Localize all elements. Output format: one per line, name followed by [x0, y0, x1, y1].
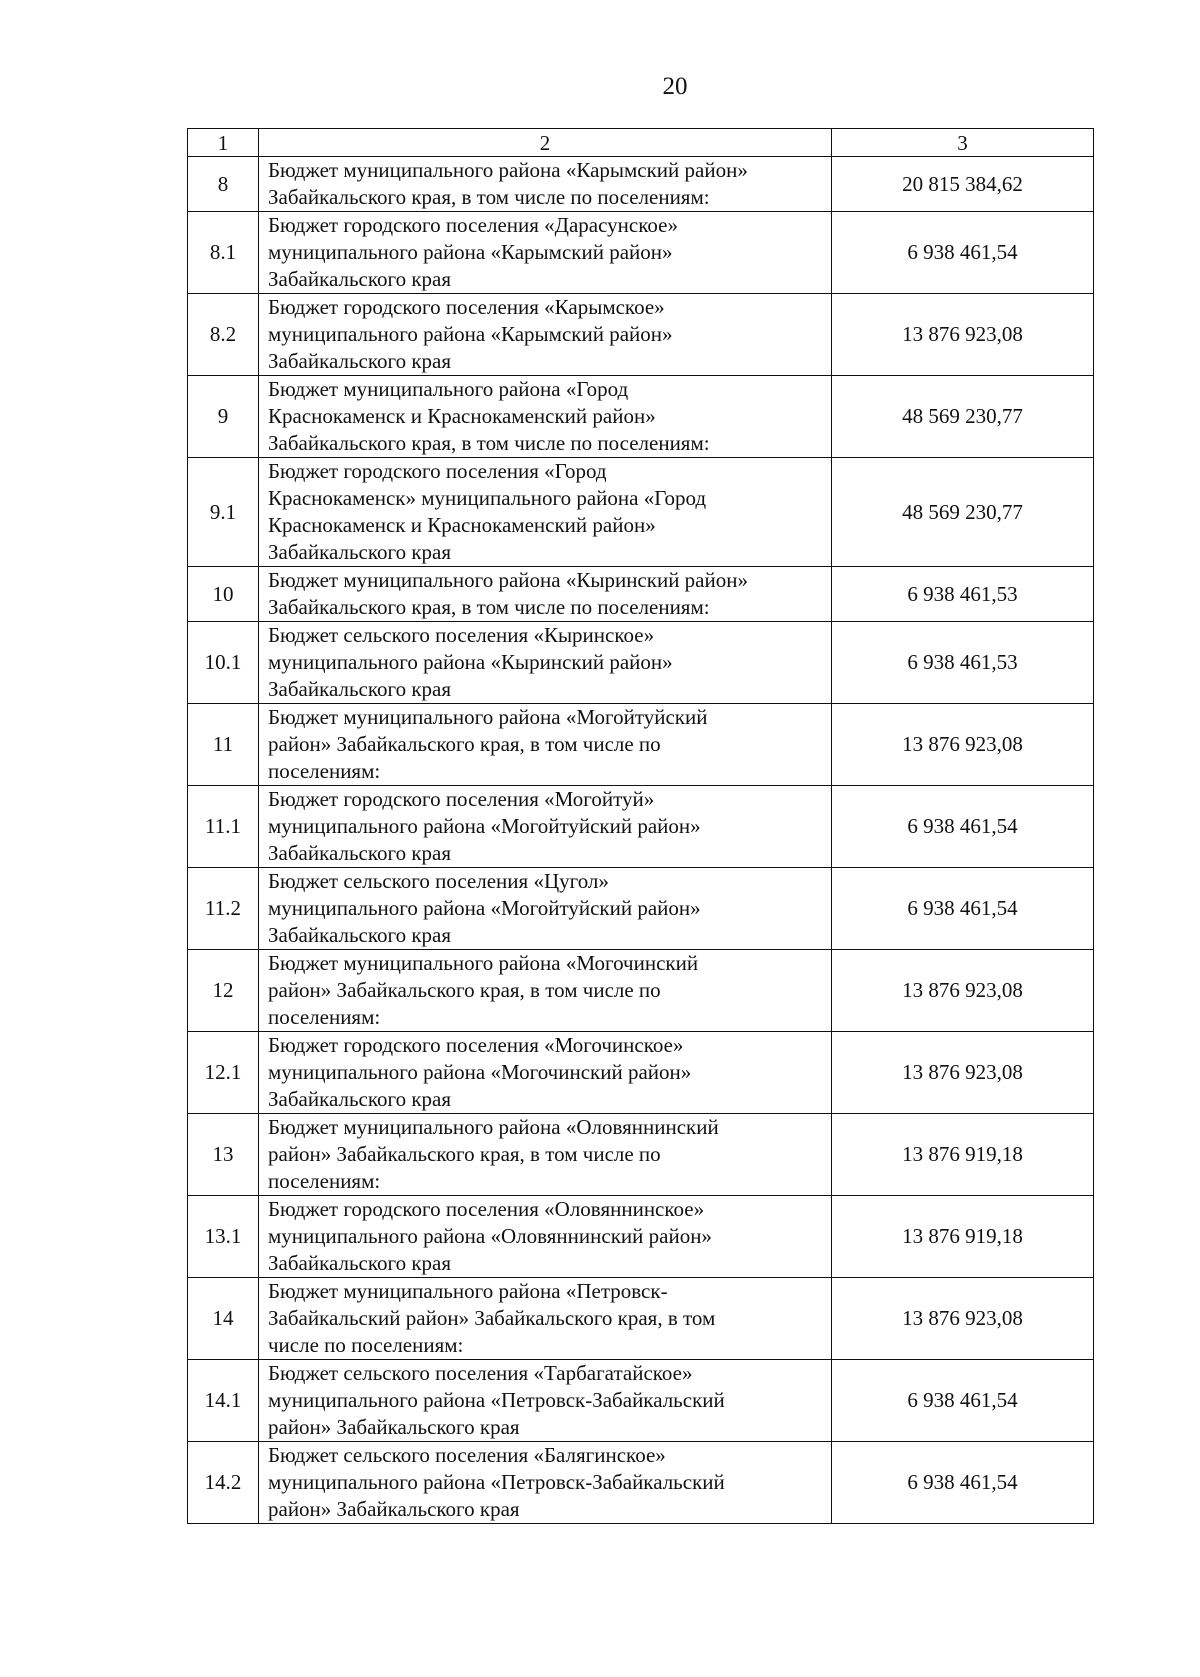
table-row	[188, 786, 1094, 868]
row-number-cell: 12	[188, 950, 259, 1032]
budget-name-line: муниципального района «Могочинский район»	[268, 1060, 692, 1084]
budget-name-cell	[259, 567, 832, 622]
row-number-cell: 8	[188, 157, 259, 212]
budget-allocation-table	[187, 128, 1094, 1524]
row-number-cell: 13	[188, 1114, 259, 1196]
row-number-cell: 10	[188, 567, 259, 622]
budget-name-line: Бюджет муниципального района «Петровск-	[268, 1279, 668, 1303]
budget-name-line: Забайкальского края, в том числе по поселениям:	[268, 431, 710, 455]
budget-name-line: Бюджет городского поселения «Город	[268, 459, 607, 483]
budget-name-cell	[259, 622, 832, 704]
row-number-cell: 8.1	[188, 212, 259, 294]
budget-name-line: Забайкальский район» Забайкальского края, в том	[268, 1306, 716, 1330]
budget-name-line: Краснокаменск и Краснокаменский район»	[268, 513, 656, 537]
amount-cell: 6 938 461,54	[832, 1442, 1094, 1524]
budget-name-line: Забайкальского края, в том числе по поселениям:	[268, 185, 710, 209]
budget-name-cell	[259, 786, 832, 868]
amount-cell: 48 569 230,77	[832, 458, 1094, 567]
budget-name-line: Бюджет муниципального района «Кыринский район»	[268, 568, 748, 592]
budget-name-line: Забайкальского края	[268, 923, 452, 947]
budget-name-cell	[259, 868, 832, 950]
budget-name-line: муниципального района «Карымский район»	[268, 240, 673, 264]
amount-cell: 13 876 923,08	[832, 704, 1094, 786]
table-row	[188, 622, 1094, 704]
table-row	[188, 868, 1094, 950]
budget-name-line: Краснокаменск» муниципального района «Город	[268, 486, 707, 510]
budget-name-cell	[259, 1032, 832, 1114]
budget-name-line: Бюджет муниципального района «Могойтуйский	[268, 705, 708, 729]
budget-name-cell	[259, 458, 832, 567]
table-row	[188, 376, 1094, 458]
budget-name-line: Бюджет муниципального района «Город	[268, 377, 629, 401]
row-number-cell: 12.1	[188, 1032, 259, 1114]
amount-cell: 6 938 461,54	[832, 868, 1094, 950]
row-number-cell: 9	[188, 376, 259, 458]
row-number-cell: 8.2	[188, 294, 259, 376]
budget-name-line: Бюджет сельского поселения «Балягинское»	[268, 1443, 666, 1467]
row-number-cell: 11.1	[188, 786, 259, 868]
budget-name-cell	[259, 1196, 832, 1278]
budget-name-line: Бюджет сельского поселения «Тарбагатайское»	[268, 1361, 693, 1385]
table-row	[188, 212, 1094, 294]
page-number: 20	[662, 73, 688, 100]
budget-name-line: муниципального района «Петровск-Забайкальский	[268, 1470, 725, 1494]
budget-name-line: числе по поселениям:	[268, 1333, 464, 1357]
budget-name-line: поселениям:	[268, 1169, 381, 1193]
budget-name-line: район» Забайкальского края	[268, 1415, 520, 1439]
amount-cell: 13 876 919,18	[832, 1114, 1094, 1196]
budget-name-cell	[259, 294, 832, 376]
budget-name-cell	[259, 376, 832, 458]
budget-name-line: поселениям:	[268, 1005, 381, 1029]
budget-name-line: Бюджет сельского поселения «Цугол»	[268, 869, 609, 893]
budget-name-cell	[259, 1442, 832, 1524]
budget-name-line: Бюджет городского поселения «Оловяннинское»	[268, 1197, 705, 1221]
table-row	[188, 1196, 1094, 1278]
table-row	[188, 458, 1094, 567]
budget-name-cell	[259, 704, 832, 786]
amount-cell: 13 876 919,18	[832, 1196, 1094, 1278]
table-header-row	[188, 129, 1094, 157]
budget-name-cell	[259, 1114, 832, 1196]
table-row	[188, 294, 1094, 376]
budget-name-line: Забайкальского края	[268, 677, 452, 701]
table-row	[188, 950, 1094, 1032]
budget-name-line: Забайкальского края	[268, 349, 452, 373]
budget-name-cell	[259, 212, 832, 294]
amount-cell: 13 876 923,08	[832, 1032, 1094, 1114]
budget-name-line: Бюджет муниципального района «Оловяннинский	[268, 1115, 719, 1139]
budget-name-line: Краснокаменск и Краснокаменский район»	[268, 404, 656, 428]
amount-cell: 6 938 461,53	[832, 622, 1094, 704]
budget-name-line: район» Забайкальского края, в том числе по	[268, 978, 661, 1002]
amount-cell: 6 938 461,54	[832, 786, 1094, 868]
budget-name-line: муниципального района «Карымский район»	[268, 322, 673, 346]
budget-name-line: Бюджет муниципального района «Могочинский	[268, 951, 699, 975]
row-number-cell: 9.1	[188, 458, 259, 567]
row-number-cell: 14.1	[188, 1360, 259, 1442]
budget-name-line: муниципального района «Могойтуйский район»	[268, 814, 701, 838]
row-number-cell: 10.1	[188, 622, 259, 704]
budget-name-line: район» Забайкальского края, в том числе по	[268, 1142, 661, 1166]
row-number-cell: 11	[188, 704, 259, 786]
budget-name-line: район» Забайкальского края, в том числе по	[268, 732, 661, 756]
amount-cell: 6 938 461,54	[832, 212, 1094, 294]
amount-cell: 13 876 923,08	[832, 950, 1094, 1032]
column-header-name: 2	[259, 129, 832, 157]
table-row	[188, 1278, 1094, 1360]
amount-cell: 20 815 384,62	[832, 157, 1094, 212]
table-row	[188, 1442, 1094, 1524]
amount-cell: 13 876 923,08	[832, 1278, 1094, 1360]
table-row	[188, 1114, 1094, 1196]
budget-name-line: Бюджет сельского поселения «Кыринское»	[268, 623, 655, 647]
budget-name-line: Забайкальского края	[268, 841, 452, 865]
budget-name-line: Забайкальского края	[268, 540, 452, 564]
budget-name-line: Бюджет городского поселения «Дарасунское»	[268, 213, 678, 237]
budget-name-line: муниципального района «Петровск-Забайкальский	[268, 1388, 725, 1412]
budget-name-cell	[259, 1360, 832, 1442]
column-header-number: 1	[188, 129, 259, 157]
amount-cell: 13 876 923,08	[832, 294, 1094, 376]
row-number-cell: 14	[188, 1278, 259, 1360]
table-row	[188, 704, 1094, 786]
budget-name-line: муниципального района «Кыринский район»	[268, 650, 673, 674]
row-number-cell: 11.2	[188, 868, 259, 950]
budget-name-line: Бюджет городского поселения «Могочинское»	[268, 1033, 684, 1057]
budget-name-cell	[259, 157, 832, 212]
budget-name-line: район» Забайкальского края	[268, 1497, 520, 1521]
budget-name-cell	[259, 950, 832, 1032]
amount-cell: 48 569 230,77	[832, 376, 1094, 458]
amount-cell: 6 938 461,53	[832, 567, 1094, 622]
budget-name-line: Забайкальского края	[268, 1251, 452, 1275]
table-row	[188, 567, 1094, 622]
budget-name-line: Бюджет городского поселения «Карымское»	[268, 295, 665, 319]
budget-name-line: муниципального района «Оловяннинский район»	[268, 1224, 712, 1248]
table-row	[188, 1360, 1094, 1442]
budget-name-line: муниципального района «Могойтуйский район»	[268, 896, 701, 920]
budget-name-line: Бюджет муниципального района «Карымский район»	[268, 158, 748, 182]
amount-cell: 6 938 461,54	[832, 1360, 1094, 1442]
column-header-amount: 3	[832, 129, 1094, 157]
budget-name-line: Бюджет городского поселения «Могойтуй»	[268, 787, 655, 811]
budget-name-line: поселениям:	[268, 759, 381, 783]
table-row	[188, 1032, 1094, 1114]
budget-name-line: Забайкальского края	[268, 267, 452, 291]
row-number-cell: 13.1	[188, 1196, 259, 1278]
row-number-cell: 14.2	[188, 1442, 259, 1524]
table-row	[188, 157, 1094, 212]
budget-name-cell	[259, 1278, 832, 1360]
budget-name-line: Забайкальского края, в том числе по поселениям:	[268, 595, 710, 619]
budget-name-line: Забайкальского края	[268, 1087, 452, 1111]
